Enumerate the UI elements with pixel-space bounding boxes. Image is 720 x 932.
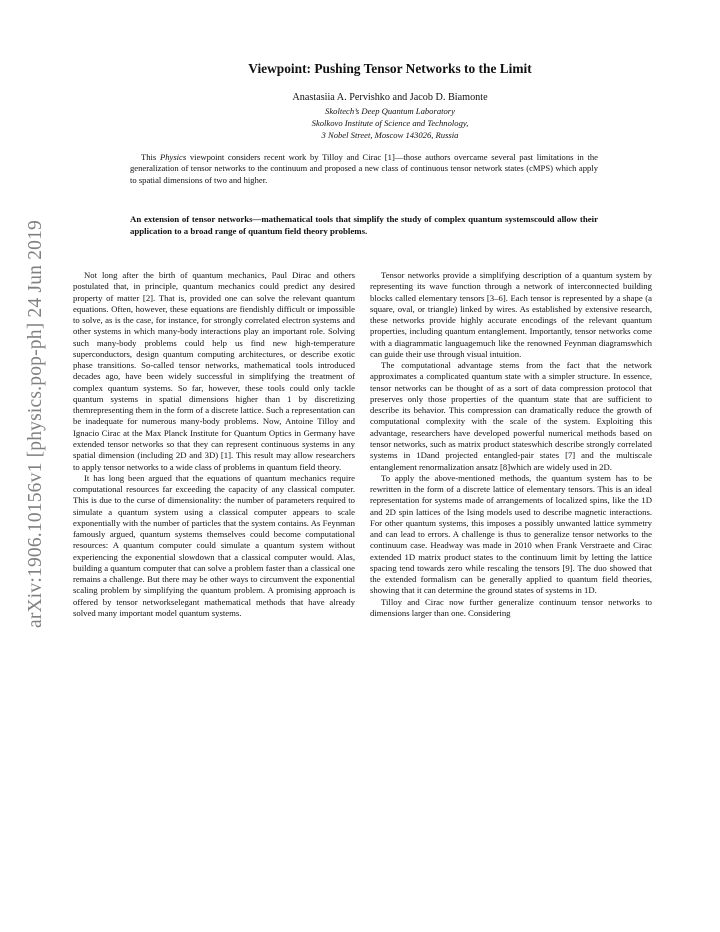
- arxiv-identifier-stamp: [16, 214, 56, 634]
- paper-authors: Anastasiia A. Pervishko and Jacob D. Biamonte: [292, 92, 488, 103]
- abstract: [130, 152, 598, 186]
- affiliation-line-2: Skolkovo Institute of Science and Technology,: [311, 118, 469, 128]
- abstract-text-after: viewpoint considers recent work by Tilloy and Cirac [1]—those authors overcame several past limitations in the generalization of tensor networks to the continuum and proposed a new class of continuous tensor network states (cMPS) which apply to spatial dimensions of two and higher.: [130, 152, 598, 185]
- body-paragraph: Not long after the birth of quantum mechanics, Paul Dirac and others postulated that, in principle, quantum mechanics could predict any desired property of matter [2]. That is, provided one can solve the relevant quantum equations. Often, however, these equations are fiendishly difficult or impossible to solve, as is the case, for instance, for strongly correlated electron systems and other systems in which many-body interactions play an important role. Solving such many-body problems could help us find new high-temperature superconductors, design quantum computing architectures, or describe exotic phase transitions. So-called tensor networks, mathematical tools introduced decades ago, have been widely successful in simplifying the treatment of complex quantum systems. So far, however, these tools could only tackle quantum systems in spatial dimensions higher than 1 by discretizing themrepresenting them in the form of a discrete lattice. Such a representation can be inadequate for numerous many-body problems. Now, Antoine Tilloy and Ignacio Cirac at the Max Planck Institute for Quantum Optics in Germany have extended tensor networks so that they can represent continuous systems in any spatial dimension (including 2D and 3D) [1]. This result may allow researchers to apply tensor networks to a wide class of problems in quantum field theory.: [73, 270, 355, 472]
- abstract-text-before: This: [141, 152, 160, 162]
- highlight-summary: An extension of tensor networks—mathematical tools that simplify the study of complex quantum systemscould allow their application to a broad range of quantum field theory problems.: [130, 214, 598, 236]
- body-paragraph: Tensor networks provide a simplifying description of a quantum system by representing its wave function through a network of interconnected building blocks called elementary tensors [3–6]. Each tensor is represented by a shape (a square, oval, or triangle) linked by wires. As established by extensive research, these networks provide highly accurate encodings of the relevant quantum properties, including quantum entanglement. Importantly, tensor networks come with a diagrammatic languagemuch like the renowned Feynman diagramswhich can guide their use through visual intuition.: [370, 270, 652, 359]
- arxiv-id-text: arXiv:1906.10156v1 [physics.pop-ph] 24 Jun 2019: [25, 219, 46, 629]
- paper-title: Viewpoint: Pushing Tensor Networks to the Limit: [248, 61, 532, 76]
- body-paragraph: It has long been argued that the equations of quantum mechanics require computational resources far exceeding the capacity of any classical computer. This is due to the curse of dimensionality: the number of parameters required to simulate a quantum system using a classical computer appears to scale exponentially with the number of particles that the system contains. As Feynman famously argued, quantum systems themselves could become computational resources: A quantum computer could simulate a quantum system without experiencing the exponential slowdown that a classical computer would. Alas, building a quantum computer that can solve a problem faster than a classical one remains a challenge. But there may be other ways to circumvent the exponential scaling problem by simplifying the quantum problem. A promising approach is offered by tensor networkselegant mathematical methods that have already solved many important model quantum systems.: [73, 472, 355, 618]
- body-paragraph: Tilloy and Cirac now further generalize continuum tensor networks to dimensions larger than one. Considering: [370, 596, 652, 618]
- body-paragraph: To apply the above-mentioned methods, the quantum system has to be rewritten in the form of a discrete lattice of elementary tensors. This is an ideal representation for systems made of arrangements of localized spins, like the 1D and 2D spin lattices of the Ising models used to describe magnetic interactions. For other quantum systems, this imposes a possibly unwanted lattice symmetry and can lead to errors. A challenge is thus to generalize tensor networks to the continuum case. Headway was made in 2010 when Frank Verstraete and Cirac extended 1D matrix product states to the continuum limit by letting the lattice spacing tend towards zero while rescaling the tensors [9]. The duo showed that the extended formalism can be generally applied to quantum field theories, showing that it can determine the ground states of systems in 1D.: [370, 472, 652, 596]
- body-left-column: [73, 270, 355, 619]
- abstract-journal-name: Physics: [159, 152, 187, 162]
- body-right-column: [370, 270, 652, 619]
- affiliation-line-1: Skoltech’s Deep Quantum Laboratory: [325, 106, 455, 116]
- body-paragraph: The computational advantage stems from the fact that the network approximates a complicated quantum state with a simpler structure. In essence, tensor networks can be thought of as a sort of data compression protocol that preserves only those properties of the quantum state that are sufficient to describe its behavior. This compression can dramatically reduce the growth of computational complexity with the scale of the system. Exploiting this advantage, researchers have developed powerful numerical methods based on tensor networks, such as matrix product stateswhich describe strongly correlated systems in 1Dand projected entangled-pair states [7] and the multiscale entanglement renormalization ansatz [8]which are widely used in 2D.: [370, 360, 652, 472]
- affiliation-line-3: 3 Nobel Street, Moscow 143026, Russia: [321, 130, 459, 140]
